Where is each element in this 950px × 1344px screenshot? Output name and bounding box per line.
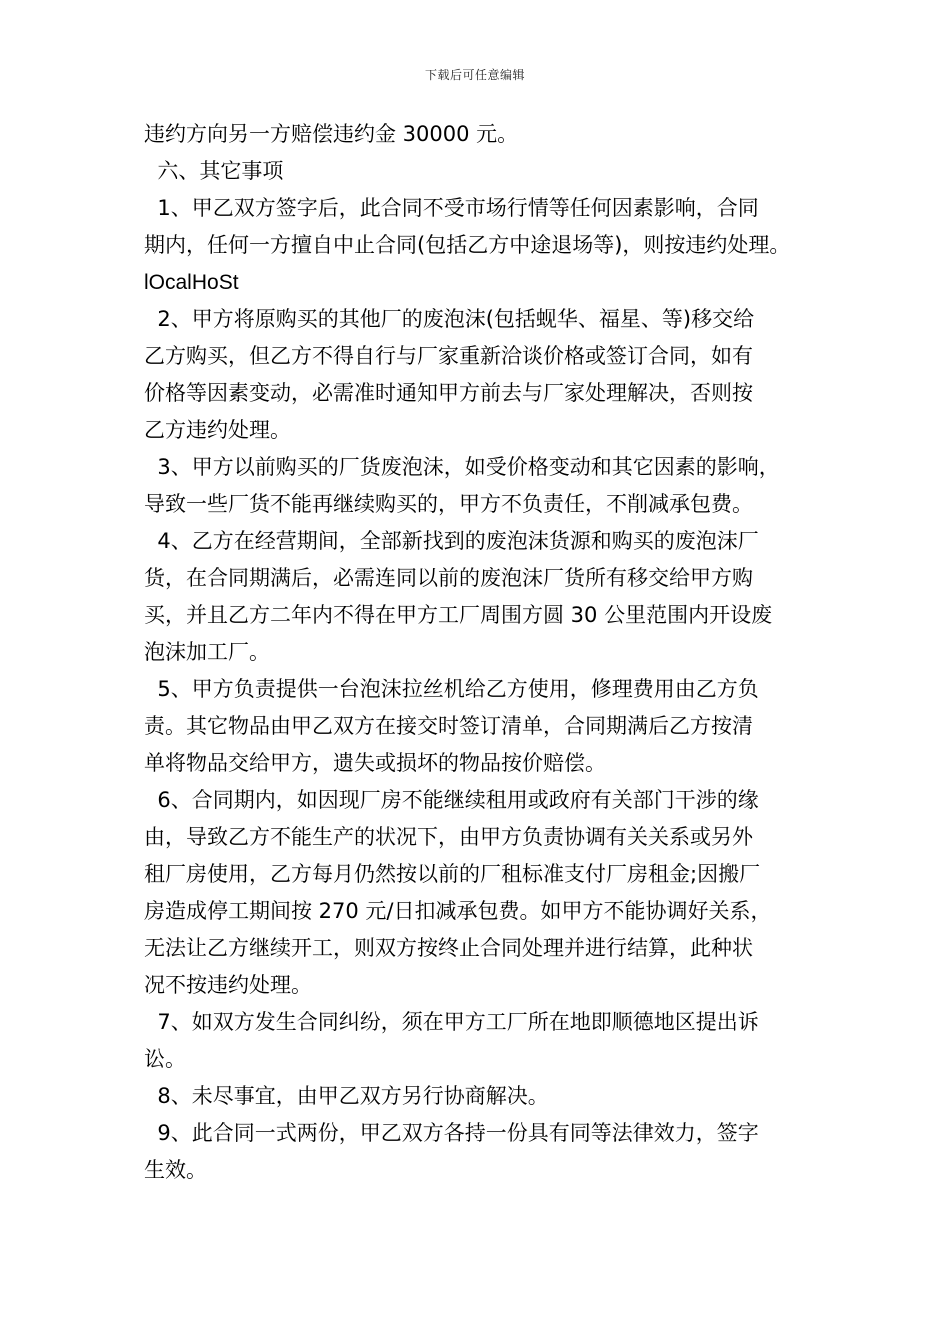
text-line: 期内，任何一方擅自中止合同(包括乙方中途退场等)，则按违约处理。 [144,233,791,257]
text-line: 乙方购买，但乙方不得自行与厂家重新洽谈价格或签订合同，如有 [144,344,753,368]
text-line: 导致一些厂货不能再继续购买的，甲方不负责任，不削减承包费。 [144,492,753,516]
text-line: 由，导致乙方不能生产的状况下，由甲方负责协调有关关系或另外 [144,825,753,849]
text-line: 单将物品交给甲方，遗失或损坏的物品按价赔偿。 [144,751,606,775]
text-line: 3、甲方以前购买的厂货废泡沫，如受价格变动和其它因素的影响， [144,455,780,479]
text-line: 6、合同期内，如因现厂房不能继续租用或政府有关部门干涉的缘 [144,788,759,812]
text-line: lOcalHoSt [144,271,239,294]
text-line: 房造成停工期间按 270 元/日扣减承包费。如甲方不能协调好关系， [144,899,772,923]
text-line: 生效。 [144,1158,207,1182]
text-line: 租厂房使用，乙方每月仍然按以前的厂租标准支付厂房租金;因搬厂 [144,862,761,886]
text-line: 讼。 [144,1047,186,1071]
page-header: 下载后可任意编辑 [424,68,525,82]
text-line: 无法让乙方继续开工，则双方按终止合同处理并进行结算，此种状 [144,936,753,960]
text-line: 泡沫加工厂。 [144,640,270,664]
text-line: 5、甲方负责提供一台泡沫拉丝机给乙方使用，修理费用由乙方负 [144,677,759,701]
text-line: 况不按违约处理。 [144,973,312,997]
document-body [144,116,834,1189]
text-line: 乙方违约处理。 [144,418,291,442]
text-line: 8、未尽事宜，由甲乙双方另行协商解决。 [144,1084,549,1108]
text-line: 2、甲方将原购买的其他厂的废泡沫(包括蚬华、福星、等)移交给 [144,307,755,331]
text-line: 货，在合同期满后，必需连同以前的废泡沫厂货所有移交给甲方购 [144,566,753,590]
text-line: 违约方向另一方赔偿违约金 30000 元。 [144,122,519,146]
section-heading: 六、其它事项 [144,159,284,183]
text-line: 价格等因素变动，必需准时通知甲方前去与厂家处理解决，否则按 [144,381,753,405]
text-line: 买，并且乙方二年内不得在甲方工厂周围方圆 30 公里范围内开设废 [144,603,773,627]
text-line: 4、乙方在经营期间，全部新找到的废泡沫货源和购买的废泡沫厂 [144,529,759,553]
text-line: 责。其它物品由甲乙双方在接交时签订清单，合同期满后乙方按清 [144,714,753,738]
text-line: 7、如双方发生合同纠纷，须在甲方工厂所在地即顺德地区提出诉 [144,1010,759,1034]
text-line: 9、此合同一式两份，甲乙双方各持一份具有同等法律效力，签字 [144,1121,759,1145]
text-line: 1、甲乙双方签字后，此合同不受市场行情等任何因素影响，合同 [144,196,759,220]
